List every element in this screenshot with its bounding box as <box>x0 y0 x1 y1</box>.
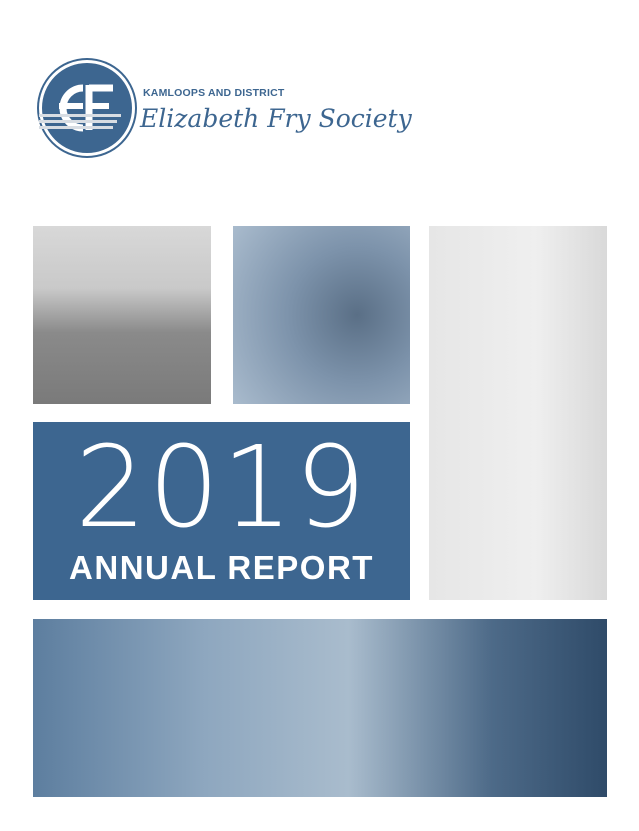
title-block <box>33 422 410 600</box>
photo-two-girls-field <box>33 226 211 404</box>
photo-women-talking <box>233 226 410 404</box>
logo-subtitle: KAMLOOPS AND DISTRICT <box>143 87 285 99</box>
photo-baby-and-mother <box>33 619 607 797</box>
report-title: ANNUAL REPORT <box>69 549 374 586</box>
logo-ef-monogram-icon <box>39 60 135 156</box>
photo-women-laughing <box>429 226 607 600</box>
report-year: 2019 <box>74 423 369 553</box>
logo-name: Elizabeth Fry Society <box>140 104 412 133</box>
